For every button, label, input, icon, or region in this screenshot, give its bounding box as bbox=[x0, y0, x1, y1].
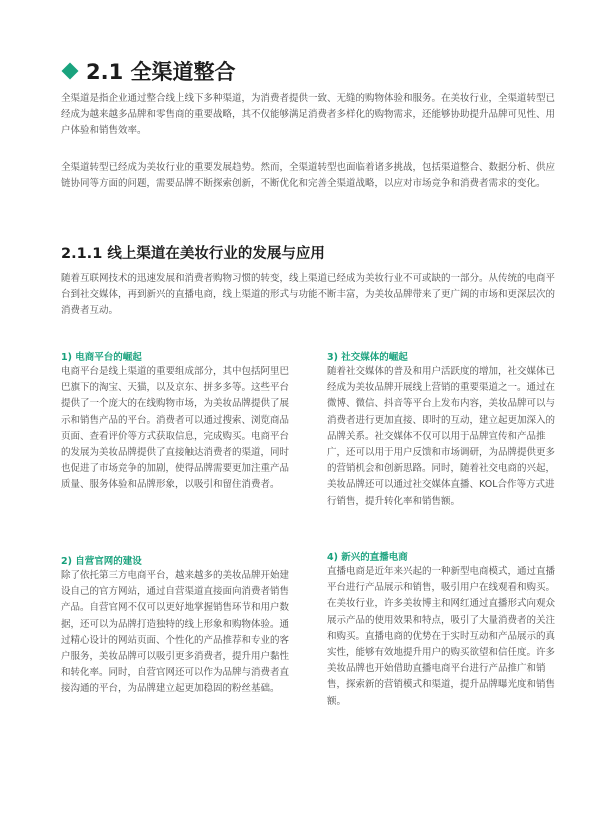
official-site-body: 除了依托第三方电商平台，越来越多的美妆品牌开始建设自己的官方网站，通过自营渠道直接面向消费者销售产品。自营官网不仅可以更好地掌握销售环节和用户数据，还可以为品牌打造独特的线上形象和购物体验。通过精心设计的网站页面、个性化的产品推荐和专业的客户服务，美妆品牌可以吸引更多消费者，提升用户黏性和转化率。同时，自营官网还可以作为品牌与消费者直接沟通的平台，为品牌建立起更加稳固的粉丝基础。 bbox=[61, 570, 290, 695]
social-media-body: 随着社交媒体的普及和用户活跃度的增加，社交媒体已经成为美妆品牌开展线上营销的重要渠道之一。通过在微博、微信、抖音等平台上发布内容，美妆品牌可以与消费者进行更加直接、即时的互动，建立起更加深入的品牌关系。社交媒体不仅可以用于品牌宣传和产品推广，还可以用于用户反馈和市场调研，为品牌提供更多的营销机会和创新思路。同时，随着社交电商的兴起，美妆品牌还可以通过社交媒体直播、KOL合作等方式进行销售，提升转化率和销售额。 bbox=[327, 366, 556, 507]
subsection-intro: 随着互联网技术的迅速发展和消费者购物习惯的转变，线上渠道已经成为美妆行业不可或缺的一部分。从传统的电商平台到社交媒体，再到新兴的直播电商，线上渠道的形式与功能不断丰富，为美妆品牌带来了更广阔的市场和更深层次的消费者互动。 bbox=[61, 273, 556, 316]
ecommerce-platform-body: 电商平台是线上渠道的重要组成部分，其中包括阿里巴巴旗下的淘宝、天猫，以及京东、拼多多等。这些平台提供了一个庞大的在线购物市场，为美妆品牌提供了展示和销售产品的平台。消费者可以通过搜索、浏览商品页面、查看评价等方式获取信息，完成购买。电商平台的发展为美妆品牌提供了直接触达消费者的渠道，同时也促进了市场竞争的加剧，使得品牌需要更加注重产品质量、服务体验和品牌形象，以吸引和留住消费者。 bbox=[61, 366, 290, 491]
section-heading bbox=[62, 56, 236, 86]
ecommerce-platform-title: 1) 电商平台的崛起 bbox=[61, 352, 142, 363]
subsection-title: 2.1.1 线上渠道在美妆行业的发展与应用 bbox=[61, 246, 325, 262]
social-media-title: 3) 社交媒体的崛起 bbox=[327, 352, 408, 363]
intro-paragraph-2: 全渠道转型已经成为美妆行业的重要发展趋势。然而，全渠道转型也面临着诸多挑战，包括渠道整合、数据分析、供应链协同等方面的问题，需要品牌不断探索创新，不断优化和完善全渠道战略，以应对市场竞争和消费者需求的变化。 bbox=[61, 162, 556, 189]
section-title: 2.1 全渠道整合 bbox=[86, 60, 236, 84]
live-commerce-title: 4) 新兴的直播电商 bbox=[327, 552, 408, 563]
official-site-title: 2) 自营官网的建设 bbox=[61, 556, 142, 567]
live-commerce-body: 直播电商是近年来兴起的一种新型电商模式，通过直播平台进行产品展示和销售，吸引用户在线观看和购买。在美妆行业，许多美妆博主和网红通过直播形式向观众展示产品的使用效果和特点，吸引了大量消费者的关注和购买。直播电商的优势在于实时互动和产品展示的真实性，能够有效地提升用户的购买欲望和信任度。许多美妆品牌也开始借助直播电商平台进行产品推广和销售，探索新的营销模式和渠道，提升品牌曝光度和销售额。 bbox=[327, 566, 556, 707]
diamond-bullet-icon bbox=[62, 63, 79, 80]
intro-paragraph-1: 全渠道是指企业通过整合线上线下多种渠道，为消费者提供一致、无缝的购物体验和服务。在美妆行业，全渠道转型已经成为越来越多品牌和零售商的重要战略，其不仅能够满足消费者多样化的购物需求，还能够协助提升品牌可见性、用户体验和销售效率。 bbox=[61, 93, 556, 136]
